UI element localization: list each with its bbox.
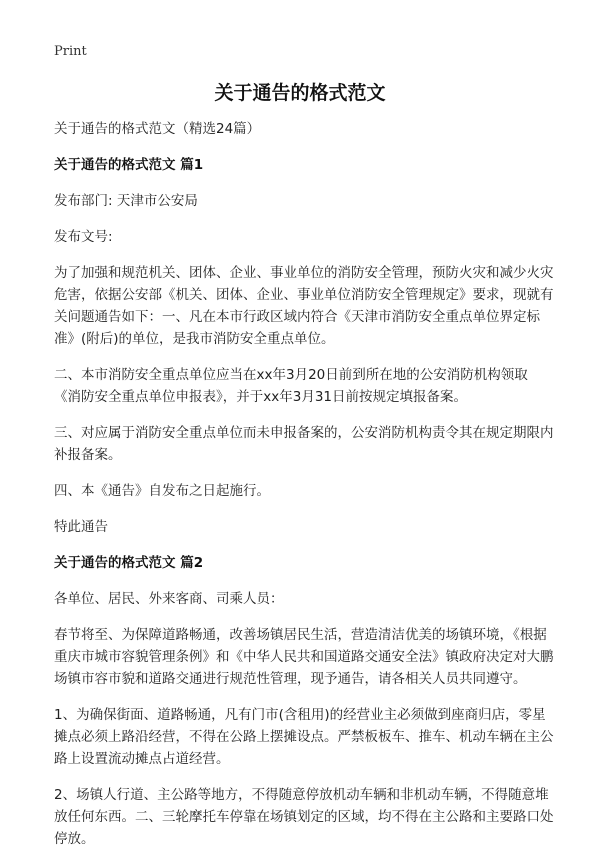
section-1-para-1: 为了加强和规范机关、团体、企业、事业单位的消防安全管理，预防火灾和减少火灾危害，依据公安部《机关、团体、企业、事业单位消防安全管理规定》要求，现就有关问题通告如下：一、凡在本市行政区域内符合《天津市消防安全重点单位界定标准》(附后)的单位，是我市消防安全重点单位。 [54, 265, 554, 347]
section-1-para-4: 四、本《通告》自发布之日起施行。 [54, 483, 270, 499]
section-2-para-3: 2、场镇人行道、主公路等地方，不得随意停放机动车辆和非机动车辆，不得随意堆放任何东西。二、三轮摩托车停靠在场镇划定的区域，均不得在主公路和主要路口处停放。 [54, 787, 554, 847]
document-body [54, 118, 554, 864]
section-1-para-2: 二、本市消防安全重点单位应当在xx年3月20日前到所在地的公安消防机构领取《消防安全重点单位申报表》，并于xx年3月31日前按规定填报备案。 [54, 367, 528, 405]
section-1-closing: 特此通告 [54, 519, 108, 535]
section-1-heading: 关于通告的格式范文 篇1 [54, 157, 204, 173]
section-2-para-2: 1、为确保街面、道路畅通，凡有门市(含租用)的经营业主必须做到座商归店，零星摊点必须上路沿经营，不得在公路上摆摊设点。严禁板板车、推车、机动车辆在主公路上设置流动摊点占道经营。 [54, 707, 554, 767]
subtitle: 关于通告的格式范文（精选24篇） [54, 121, 261, 137]
print-link[interactable]: Print [54, 44, 87, 59]
section-1-para-3: 三、对应属于消防安全重点单位而未申报备案的，公安消防机构责令其在规定期限内补报备案。 [54, 425, 554, 463]
section-2-greeting: 各单位、居民、外来客商、司乘人员： [54, 591, 284, 607]
section-2-para-1: 春节将至、为保障道路畅通，改善场镇居民生活，营造清洁优美的场镇环境，《根据重庆市城市容貌管理条例》和《中华人民共和国道路交通安全法》镇政府决定对大鹏场镇市容市貌和道路交通进行规范性管理，现予通告，请各相关人员共同遵守。 [54, 627, 554, 687]
section-2-heading: 关于通告的格式范文 篇2 [54, 555, 204, 571]
section-1-docno: 发布文号: [54, 229, 113, 245]
section-1-dept: 发布部门: 天津市公安局 [54, 193, 198, 209]
page-title: 关于通告的格式范文 [214, 82, 386, 104]
